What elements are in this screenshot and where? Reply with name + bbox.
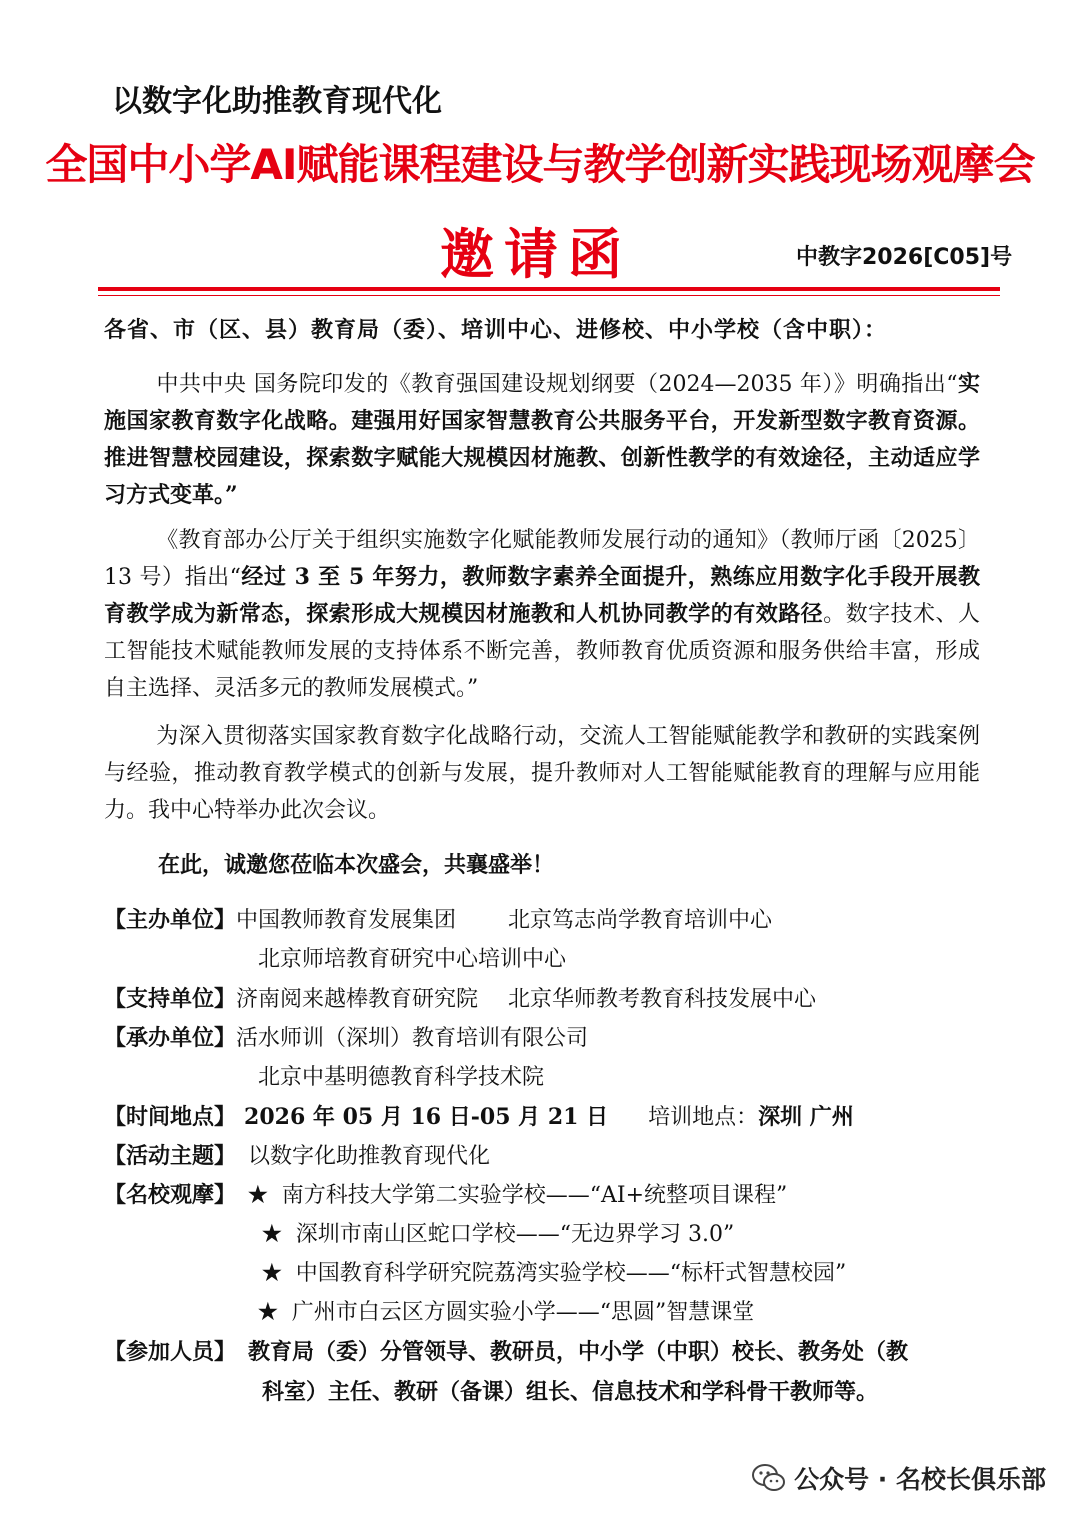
para1-intro: 中共中央 国务院印发的《教育强国建设规划纲要（2024—2035 年）》明确指出“ (156, 372, 958, 397)
organizer-row (104, 900, 772, 941)
support-row (104, 979, 816, 1020)
school-item: 深圳市南山区蛇口学校——“无边界学习 3.0” (295, 1222, 735, 1247)
time-value: 2026 年 05 月 16 日-05 月 21 日 (244, 1104, 609, 1130)
paragraph-3 (104, 718, 980, 829)
footer-watermark (752, 1460, 1046, 1496)
paragraph-1 (104, 366, 980, 514)
star-icon: ★ (262, 1221, 282, 1247)
theme-row (104, 1136, 490, 1177)
wechat-icon (752, 1463, 786, 1493)
schools-row (104, 1175, 787, 1216)
footer-text: 公众号 · 名校长俱乐部 (794, 1465, 1046, 1494)
school-row-2 (262, 1214, 734, 1255)
participants-2: 科室）主任、教研（备课）组长、信息技术和学科骨干教师等。 (262, 1379, 879, 1405)
slogan-heading: 以数字化助推教育现代化 (112, 84, 442, 119)
header-rule-thick (98, 287, 1000, 291)
invite-line: 在此，诚邀您莅临本次盛会，共襄盛举！ (158, 852, 555, 878)
para1-close: ” (225, 482, 238, 508)
theme-label: 【活动主题】 (104, 1143, 237, 1169)
header-rule-thin (98, 295, 1000, 296)
schools-label: 【名校观摩】 (104, 1182, 237, 1208)
host-1: 活水师训（深圳）教育培训有限公司 (236, 1026, 589, 1051)
star-icon: ★ (262, 1260, 282, 1286)
organizer-2: 北京笃志尚学教育培训中心 (508, 908, 773, 933)
para2-rest: 。数字技术、人工智能技术赋能教师发展的支持体系不断完善，教师教育优质资源和服务供给丰富，形成自主选择、灵活多元的教师发展模式。” (104, 602, 980, 701)
time-label: 【时间地点】 (104, 1104, 237, 1130)
host-row (104, 1018, 588, 1059)
participants-row (104, 1332, 908, 1373)
host-2: 北京中基明德教育科学技术院 (258, 1065, 545, 1090)
school-row-3 (262, 1253, 846, 1294)
organizer-1: 中国教师教育发展集团 (236, 908, 457, 933)
participants-1: 教育局（委）分管领导、教研员，中小学（中职）校长、教务处（教 (248, 1339, 909, 1365)
organizer-3: 北京师培教育研究中心培训中心 (258, 947, 567, 972)
main-title: 全国中小学AI赋能课程建设与教学创新实践现场观摩会 (45, 140, 1035, 189)
organizer-row-2 (258, 940, 566, 980)
para2-quote: 经过 3 至 5 年努力，教师数字素养全面提升，熟练应用数字化手段开展教育教学成为新常态，探索形成大规模因材施教和人机协同教学的有效路径 (104, 564, 980, 627)
para3-text: 为深入贯彻落实国家教育数字化战略行动，交流人工智能赋能教学和教研的实践案例与经验，推动教育教学模式的创新与发展，提升教师对人工智能赋能教育的理解与应用能力。我中心特举办此次会议。 (104, 724, 980, 823)
participants-label: 【参加人员】 (104, 1339, 237, 1365)
support-label: 【支持单位】 (104, 986, 237, 1012)
theme-value: 以数字化助推教育现代化 (248, 1144, 491, 1169)
school-item: 中国教育科学研究院荔湾实验学校——“标杆式智慧校园” (295, 1261, 847, 1286)
participants-row-2 (262, 1372, 878, 1413)
para2-intro: 《教育部办公厅关于组织实施数字化赋能教师发展行动的通知》（教师厅函〔2025〕13 号）指出“ (104, 528, 980, 590)
salutation: 各省、市（区、县）教育局（委）、培训中心、进修校、中小学校（含中职）： (104, 317, 888, 343)
time-row (104, 1097, 854, 1138)
star-icon: ★ (258, 1299, 278, 1325)
school-row-4 (258, 1292, 754, 1333)
support-2: 北京华师教考教育科技发展中心 (508, 987, 817, 1012)
host-label: 【承办单位】 (104, 1025, 237, 1051)
place-label: 培训地点： (648, 1105, 759, 1130)
host-row-2 (258, 1058, 544, 1098)
invitation-title: 邀请函 (440, 223, 632, 286)
school-item: 广州市白云区方圆实验小学——“思圆”智慧课堂 (291, 1300, 755, 1325)
para1-quote: 实施国家教育数字化战略。建强用好国家智慧教育公共服务平台，开发新型数字教育资源。推进智慧校园建设，探索数字赋能大规模因材施教、创新性教学的有效途径，主动适应学习方式变革。 (104, 371, 980, 508)
school-item: 南方科技大学第二实验学校——“AI+统整项目课程” (281, 1183, 788, 1208)
paragraph-2 (104, 522, 980, 707)
organizer-label: 【主办单位】 (104, 907, 237, 933)
place-value: 深圳 广州 (758, 1104, 854, 1130)
star-icon: ★ (248, 1182, 268, 1208)
support-1: 济南阅来越棒教育研究院 (236, 987, 479, 1012)
document-number: 中教字2026[C05]号 (796, 245, 1013, 270)
